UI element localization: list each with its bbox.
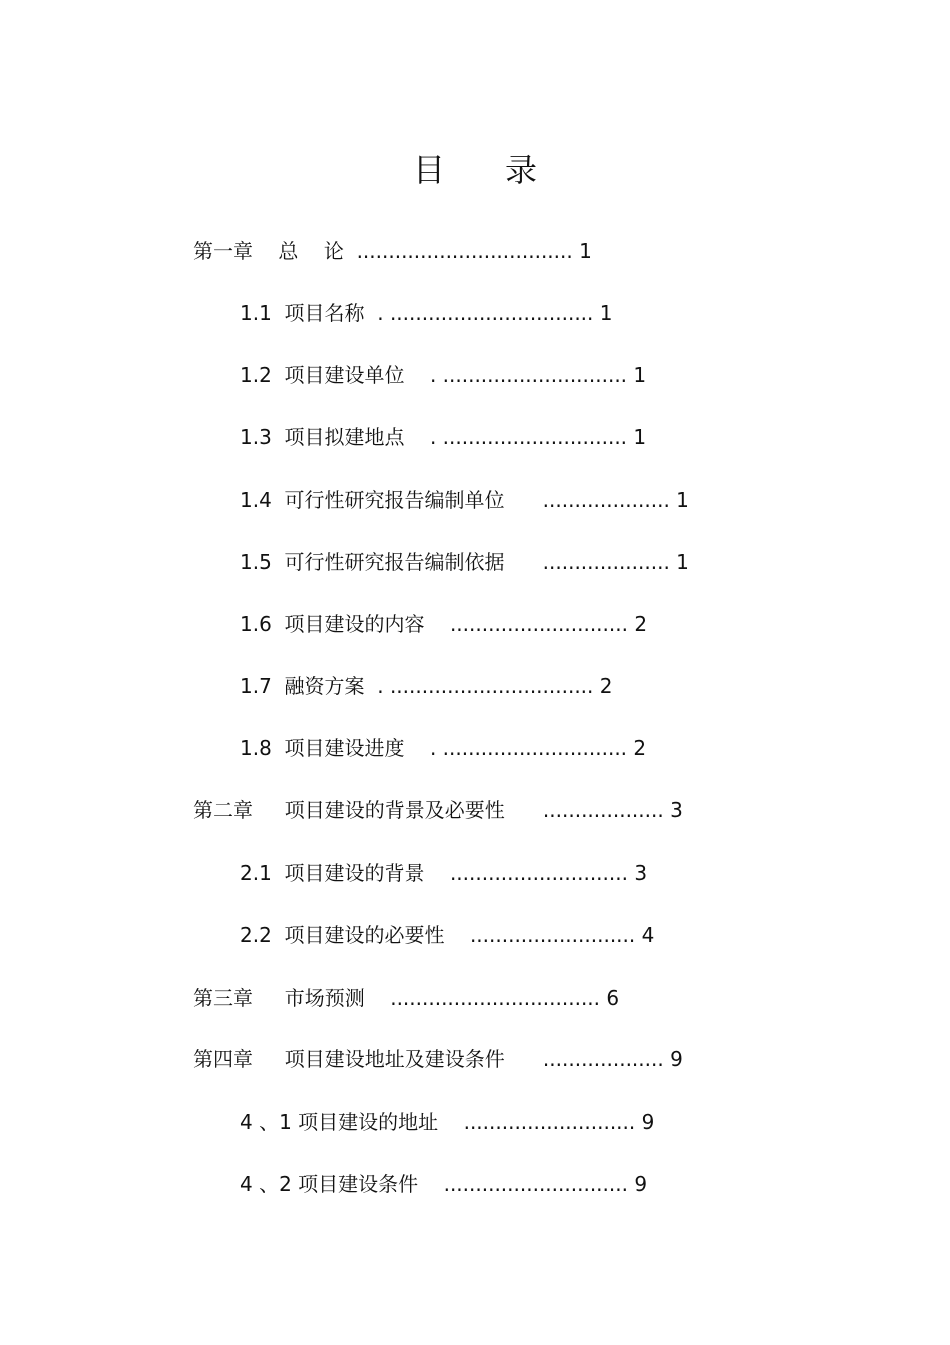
toc-entry-1-3[interactable]: 1.3 项目拟建地点 . ............................. 1 [240,425,647,449]
toc-entry-1-6[interactable]: 1.6 项目建设的内容 ............................ 2 [240,612,648,636]
title-char-2: 录 [505,151,538,189]
toc-entry-2-1[interactable]: 2.1 项目建设的背景 ............................ 3 [240,861,648,885]
toc-entry-1-1[interactable]: 1.1 项目名称 . ................................ 1 [240,301,613,325]
toc-entry-1-4[interactable]: 1.4 可行性研究报告编制单位 .................... 1 [240,488,689,512]
toc-entry-2-2[interactable]: 2.2 项目建设的必要性 .......................... 4 [240,923,655,947]
toc-entry-1-5[interactable]: 1.5 可行性研究报告编制依据 .................... 1 [240,550,689,574]
toc-entry-1-2[interactable]: 1.2 项目建设单位 . ............................. 1 [240,363,647,387]
toc-entry-4-2[interactable]: 4 、2 项目建设条件 ............................. 9 [240,1172,648,1196]
toc-entry-1-8[interactable]: 1.8 项目建设进度 . ............................. 2 [240,736,647,760]
toc-entry-chapter-1[interactable]: 第一章 总 论 .................................. 1 [193,239,592,263]
title-char-1: 目 [412,151,445,189]
toc-entry-4-1[interactable]: 4 、1 项目建设的地址 ........................... 9 [240,1110,655,1134]
toc-entry-chapter-2[interactable]: 第二章 项目建设的背景及必要性 ................... 3 [193,798,683,822]
toc-entry-chapter-3[interactable]: 第三章 市场预测 ................................. 6 [193,986,620,1010]
toc-entry-chapter-4[interactable]: 第四章 项目建设地址及建设条件 ................... 9 [193,1047,683,1071]
page-title [0,145,950,191]
toc-entry-1-7[interactable]: 1.7 融资方案 . ................................ 2 [240,674,613,698]
